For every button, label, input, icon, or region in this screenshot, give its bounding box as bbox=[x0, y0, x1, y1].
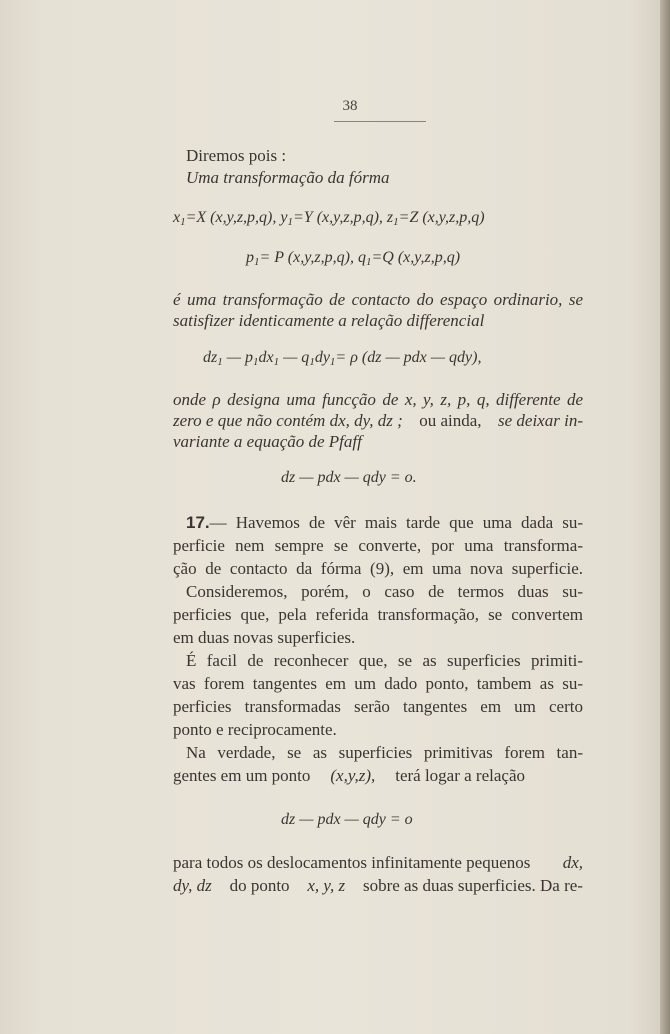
text-line-15: ção de contacto da fórma (9), em uma nova superficie. bbox=[173, 559, 583, 578]
equation-differential-relation bbox=[203, 348, 481, 372]
text-line-23: Na verdade, se as superficies primitivas forem tan- bbox=[186, 743, 583, 762]
text-line-26-b: dx, bbox=[562, 853, 583, 872]
eq1-z-rhs: =Z (x,y,z,p,q) bbox=[398, 209, 485, 226]
eq3-dy: dy bbox=[314, 349, 330, 366]
eq3-q-sub: 1 bbox=[309, 356, 315, 368]
text-line-26 bbox=[173, 853, 583, 873]
eq3-dx-sub: 1 bbox=[273, 356, 280, 368]
eq1-y-sub: 1 bbox=[287, 216, 293, 228]
equation-transformation-pq bbox=[246, 248, 460, 272]
eq1-x: x bbox=[173, 209, 181, 226]
eq3-p: — p bbox=[222, 349, 253, 366]
equation-transformation-xyz bbox=[173, 208, 485, 232]
text-line-22: ponto e reciprocamente. bbox=[173, 720, 337, 739]
section-number: 17. bbox=[186, 513, 210, 532]
eq3-dy-sub: 1 bbox=[329, 356, 336, 368]
text-line-10-c: se deixar in- bbox=[498, 411, 583, 430]
text-line-24-b: (x,y,z), bbox=[330, 766, 376, 785]
text-line-10-b: ou ainda, bbox=[419, 411, 482, 430]
equation-tangency: dz — pdx — qdy = o bbox=[281, 811, 413, 828]
text-line-27-c: x, y, z bbox=[307, 876, 346, 895]
header-rule bbox=[334, 121, 426, 122]
text-line-27-a: dy, dz bbox=[173, 876, 212, 895]
text-line-27-b: do ponto bbox=[229, 876, 290, 895]
eq2-p-rhs: = P (x,y,z,p,q), bbox=[259, 249, 354, 266]
eq2-q-sub: 1 bbox=[365, 256, 372, 268]
text-line-6: é uma transformação de contacto do espaço ordinario, se bbox=[173, 290, 583, 309]
text-line-7: satisfizer identicamente a relação differencial bbox=[173, 311, 485, 330]
eq1-x-sub: 1 bbox=[180, 216, 186, 228]
eq2-p: p bbox=[246, 249, 254, 266]
text-line-21: perficies transformadas serão tangentes em um certo bbox=[173, 697, 583, 716]
page-spine-shadow bbox=[660, 0, 670, 1034]
text-line-10-a: zero e que não contém dx, dy, dz ; bbox=[173, 411, 403, 430]
eq3-dx: dx bbox=[258, 349, 274, 366]
text-line-18: em duas novas superficies. bbox=[173, 628, 356, 647]
text-line-26-a: para todos os deslocamentos infinitamente pequenos bbox=[173, 853, 531, 872]
text-line-24 bbox=[173, 766, 525, 786]
eq1-z-sub: 1 bbox=[393, 216, 399, 228]
text-line-27-d: sobre as duas superficies. Da re- bbox=[362, 876, 583, 895]
text-line-14: perficie nem sempre se converte, por uma transforma- bbox=[173, 536, 583, 555]
eq1-y: y bbox=[280, 209, 288, 226]
text-line-24-c: terá logar a relação bbox=[395, 766, 525, 785]
text-line-11: variante a equação de Pfaff bbox=[173, 432, 362, 451]
text-line-27 bbox=[173, 876, 583, 896]
text-line-13 bbox=[186, 513, 583, 533]
eq3-p-sub: 1 bbox=[252, 356, 259, 368]
eq3-q: — q bbox=[279, 349, 310, 366]
text-line-24-a: gentes em um ponto bbox=[173, 766, 311, 785]
eq1-z: z bbox=[386, 209, 394, 226]
text-line-10 bbox=[173, 411, 583, 431]
equation-pfaff: dz — pdx — qdy = o. bbox=[281, 469, 417, 486]
eq3-dz-sub: 1 bbox=[217, 356, 223, 368]
text-line-1: Diremos pois : bbox=[186, 146, 287, 165]
text-line-9: onde ρ designa uma funcção de x, y, z, p, q, differente de bbox=[173, 390, 583, 409]
eq1-y-rhs: =Y (x,y,z,p,q), bbox=[293, 209, 383, 226]
eq2-q: q bbox=[357, 249, 366, 266]
text-line-16: Consideremos, porém, o caso de termos duas su- bbox=[186, 582, 583, 601]
eq3-rhs: = ρ (dz — pdx — qdy), bbox=[335, 349, 482, 366]
eq2-q-rhs: =Q (x,y,z,p,q) bbox=[371, 249, 461, 266]
text-line-2: Uma transformação da fórma bbox=[186, 168, 390, 187]
page-number: 38 bbox=[342, 98, 358, 114]
eq2-p-sub: 1 bbox=[254, 256, 260, 268]
text-line-17: perficies que, pela referida transformação, se convertem bbox=[173, 605, 583, 624]
text-line-20: vas forem tangentes em um dado ponto, tambem as su- bbox=[173, 674, 583, 693]
eq3-dz: dz bbox=[203, 349, 218, 366]
text-line-13-body: — Havemos de vêr mais tarde que uma dada su- bbox=[209, 513, 583, 532]
eq1-x-rhs: =X (x,y,z,p,q), bbox=[185, 209, 277, 226]
text-line-19: É facil de reconhecer que, se as superficies primiti- bbox=[186, 651, 583, 670]
